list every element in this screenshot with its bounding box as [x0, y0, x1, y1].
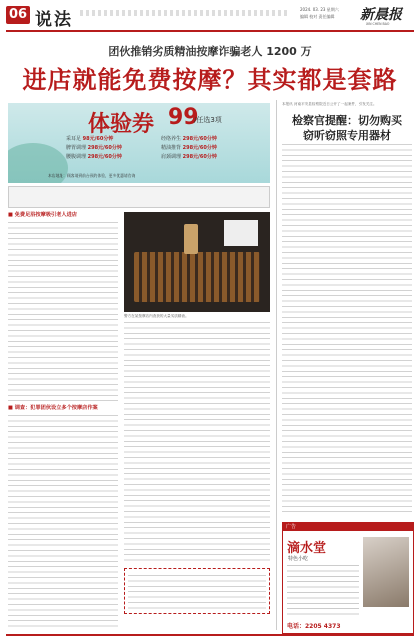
left-section-heading: ■ 免费足浴按摩吸引老人进店: [8, 212, 77, 218]
editor-note-box: [124, 568, 270, 614]
right-article-title2: 窃听窃照专用器材: [303, 129, 391, 142]
bottom-ad-title: 滴水堂: [287, 541, 327, 556]
bottom-ad: [282, 522, 414, 634]
poster-unit: /任选3项: [194, 116, 222, 124]
right-article-lead: 本报讯 河南平安县检察院近日公开了一起案件，引发关注。: [282, 102, 377, 106]
date-line: 2024. 03. 23 星期六: [300, 7, 339, 12]
bottom-ad-label: 广告: [286, 524, 297, 530]
photo-bottles: [134, 252, 260, 302]
masthead-pattern: [80, 10, 290, 16]
poster-item: 采耳足 98元/60分钟: [66, 136, 114, 142]
left-text-block: [8, 415, 118, 630]
left-section-heading: ■ 调查：犯罪团伙设立多个按摩店作案: [8, 405, 98, 411]
photo-box: [224, 220, 258, 246]
poster-big-text: 体验券: [88, 112, 155, 137]
left-text-block: [8, 222, 118, 402]
poster-item: 肩颈调理 298元/60分钟: [161, 154, 217, 160]
logo: 新晨报: [360, 7, 402, 23]
poster-footer: 本店地址：顾客请到前台预约体验，更多优惠请咨询: [48, 173, 136, 178]
right-text-block: [282, 144, 412, 514]
bottom-ad-phone: 电话：2205 4373: [287, 623, 341, 630]
headline-kicker: 团伙推销劣质精油按摩诈骗老人 1200 万: [108, 45, 312, 58]
news-photo: [124, 212, 270, 312]
headline-title: 进店就能免费按摩？其实都是套路: [22, 66, 398, 94]
bottom-ad-sub: 特色小吃: [288, 556, 309, 562]
masthead-rule: [6, 30, 414, 32]
editor-line: 编辑 校对 责任编辑: [300, 14, 335, 19]
left-column: [8, 212, 118, 632]
poster-item: 腰腹调理 298元/60分钟: [66, 154, 122, 160]
bottom-ad-header: [283, 523, 413, 531]
middle-text-block: [124, 322, 270, 562]
right-article: [282, 100, 412, 520]
footer-rule: [6, 634, 414, 636]
right-article-title: 检察官提醒：切勿购买: [292, 114, 402, 127]
page-number: 06: [8, 7, 28, 22]
logo-sub: XIN CHEN BAO: [366, 22, 390, 26]
poster-item: 脾胃调理 298元/60分钟: [66, 145, 122, 151]
photo-bottle-large: [184, 224, 198, 254]
ad-poster-image: [8, 103, 270, 183]
bottom-ad-text: [287, 565, 359, 617]
masthead: [0, 0, 420, 40]
column-divider: [276, 100, 277, 630]
poster-item: 精油推背 298元/60分钟: [161, 145, 217, 151]
editor-note-text: [128, 575, 266, 609]
caption-box: [8, 186, 270, 208]
bottom-ad-photo: [363, 537, 409, 607]
photo-caption: 警方在某按摩店内查获的大量劣质精油。: [124, 314, 189, 318]
poster-item: 经络养生 298元/60分钟: [161, 136, 217, 142]
poster-price: 99: [168, 105, 199, 130]
section-title: 说法: [35, 10, 73, 30]
